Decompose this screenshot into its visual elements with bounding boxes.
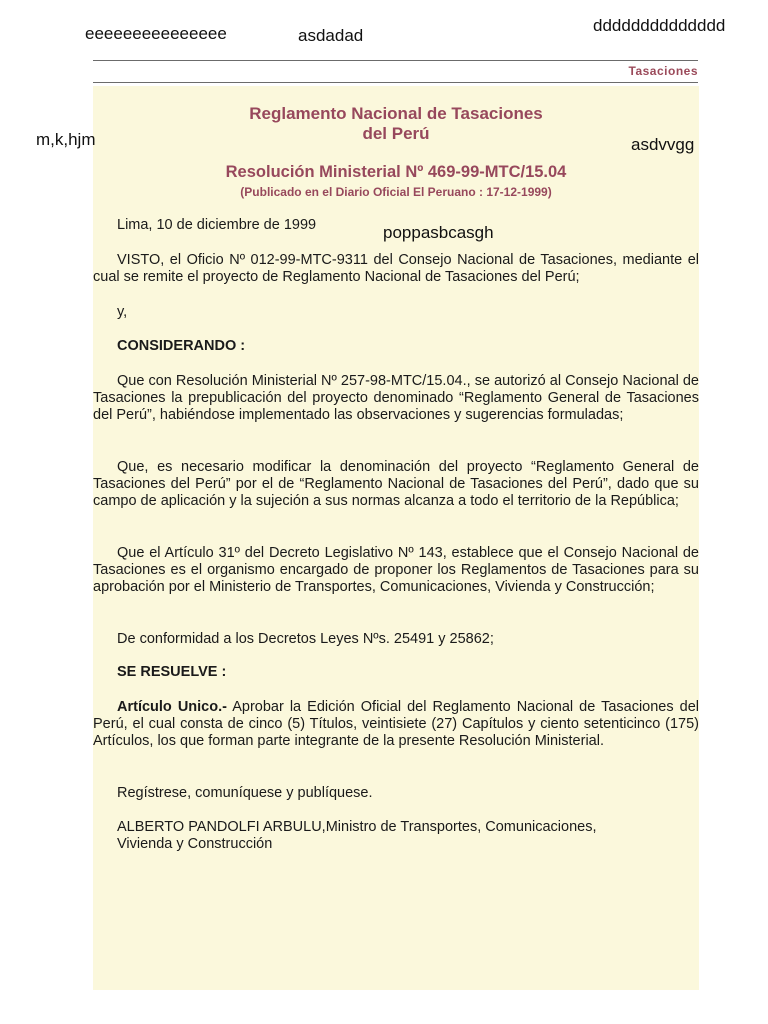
publication-note: (Publicado en el Diario Oficial El Peruano : 17-12-1999): [240, 185, 552, 199]
top-divider: [93, 60, 698, 61]
annotation-text-6: poppasbcasgh: [383, 223, 494, 242]
signature-line-2: Vivienda y Construcción: [117, 836, 273, 852]
considerando-paragraph-2: Que, es necesario modificar la denominación del proyecto “Reglamento General de Tasaciones del Perú” por el de “Reglamento Nacional de Tasaciones del Perú”, dado que su campo de aplicación y la sujeción a sus normas alcanza a todo el territorio de la República;: [93, 459, 699, 509]
date-line: Lima, 10 de diciembre de 1999: [117, 217, 317, 233]
considerando-paragraph-1: Que con Resolución Ministerial Nº 257-98-MTC/15.04., se autorizó al Consejo Nacional de Tasaciones la prepublicación del proyecto denominado “Reglamento General de Tasaciones del Perú”, habiéndose implementado las observaciones y sugerencias formuladas;: [93, 373, 699, 423]
considerando-paragraph-3: Que el Artículo 31º del Decreto Legislativo Nº 143, establece que el Consejo Nacional de Tasaciones es el organismo encargado de proponer los Reglamentos de Tasaciones para su aprobación por el Ministerio de Transportes, Comunicaciones, Vivienda y Construcción;: [93, 545, 699, 595]
articulo-label: Artículo Unico.-: [117, 699, 227, 715]
resolution-number: Resolución Ministerial Nº 469-99-MTC/15.04: [225, 163, 567, 181]
annotation-text-3: dddddddddddddd: [593, 16, 726, 35]
annotation-text-1: eeeeeeeeeeeeeee: [85, 24, 227, 43]
considerando-heading: CONSIDERANDO :: [117, 338, 246, 354]
annotation-text-2: asdadad: [298, 26, 364, 45]
visto-paragraph: VISTO, el Oficio Nº 012-99-MTC-9311 del Consejo Nacional de Tasaciones, mediante el cual se remite el proyecto de Reglamento Nacional de Tasaciones del Perú;: [93, 252, 699, 285]
annotation-text-5: asdvvgg: [631, 135, 695, 154]
section-header: Tasaciones: [628, 64, 698, 78]
closing-line: Regístrese, comuníquese y publíquese.: [117, 785, 373, 801]
articulo-paragraph: [93, 699, 699, 750]
document-title-line1: Reglamento Nacional de Tasaciones: [249, 104, 543, 123]
annotation-text-4: m,k,hjm: [36, 130, 96, 149]
articulo-text: Aprobar la Edición Oficial del Reglamento Nacional de Tasaciones del Perú, el cual consta de cinco (5) Títulos, veintisiete (27) Capítulos y ciento setenticinco (175) Artículos, los que forman parte integrante de la presente Resolución Ministerial.: [93, 699, 699, 749]
resuelve-heading: SE RESUELVE :: [117, 664, 227, 680]
signature-line-1: ALBERTO PANDOLFI ARBULU,Ministro de Transportes, Comunicaciones,: [117, 819, 597, 835]
considerando-paragraph-4: De conformidad a los Decretos Leyes Nºs. 25491 y 25862;: [117, 631, 494, 647]
section-divider: [93, 82, 698, 83]
document-title-line2: del Perú: [362, 124, 430, 143]
y-line: y,: [117, 304, 128, 320]
